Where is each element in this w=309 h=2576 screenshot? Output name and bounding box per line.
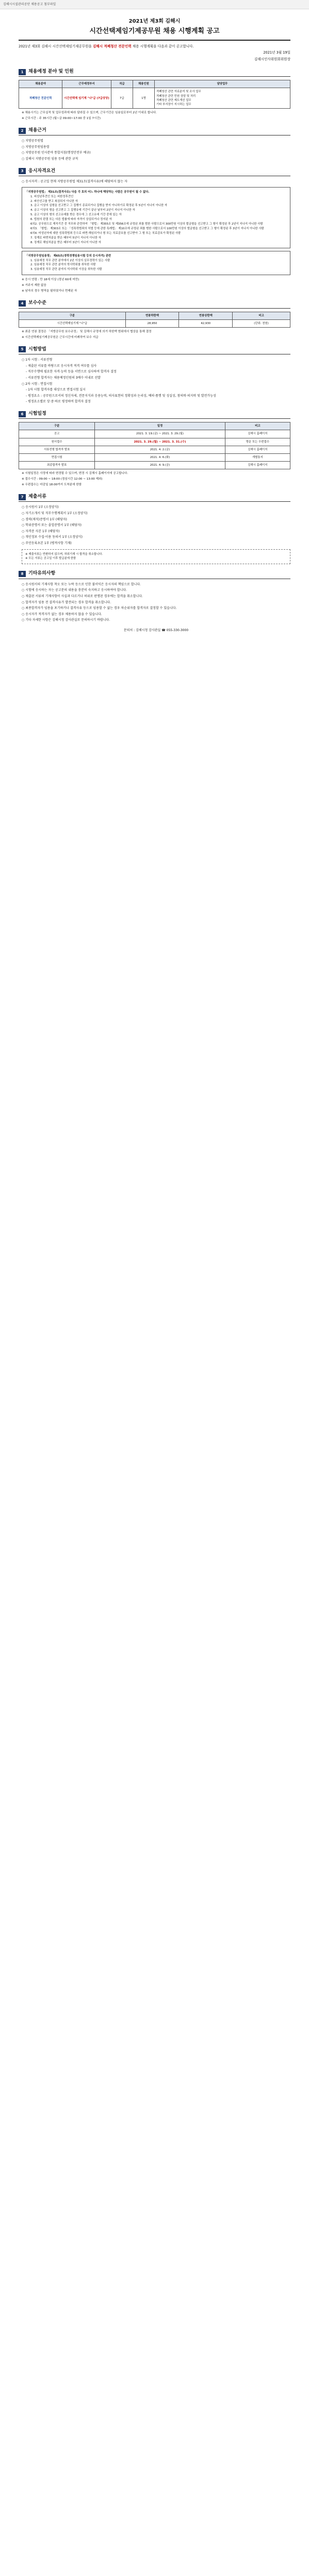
table-cell: (단위: 천원)	[233, 319, 290, 327]
col-header: 연봉하한액	[125, 312, 179, 319]
table-cell: 김해시 홈페이지	[225, 461, 290, 469]
schedule-note: ※ 시험일정은 사정에 따라 변경될 수 있으며, 변경 시 김해시 홈페이지에 공고합니다.	[22, 472, 128, 476]
section-4-number: 4	[19, 300, 26, 307]
legal-basis-item: ○ 지방공무원 인사분야 통합지침(행정안전부 예규)	[22, 151, 91, 155]
table1-note: ※ 근무시간 : 주 35시간 (월~금 09:00~17:00 중 1일 7시간)	[22, 116, 101, 120]
table-cell: 개별통지	[225, 453, 290, 461]
table1-note: ※ 채용시기는 근무실적 및 업무성과에 따라 달라질 수 있으며, 근무기간은 임용일로부터 2년 이내로 합니다.	[22, 111, 157, 114]
positions-table	[19, 80, 290, 109]
col-header: 비고	[233, 312, 290, 319]
list-item: - 직무수행에 필요한 자격·능력 등을 서면으로 심사하여 합격자 결정	[26, 370, 117, 374]
document-note: ※ 모든 서류는 공고일 이후 발급분에 한함	[25, 557, 76, 561]
list-item: 2. 파산선고를 받고 복권되지 아니한 자	[30, 199, 78, 203]
caution-item: ○ 시험에 응시하는 자는 공고문의 내용을 충분히 숙지하고 응시하여야 합니다.	[22, 588, 127, 592]
exam-stage-2: ○ 2차 시험 : 면접시험	[22, 382, 53, 386]
table-row	[19, 461, 290, 469]
salary-note: ※ 시간선택제임기제공무원은 근무시간에 비례하여 보수 지급	[22, 335, 99, 339]
table-cell: 방문 또는 우편접수	[225, 438, 290, 446]
section-8-heading	[19, 570, 290, 579]
col-header: 일정	[95, 422, 225, 430]
table-row	[19, 319, 290, 327]
section-1-number: 1	[19, 69, 26, 75]
table-row	[19, 88, 290, 108]
table-row	[19, 430, 290, 438]
box-title: 「지방공무원법」 제31조(결격사유) 다음 각 호의 어느 하나에 해당하는 사람은 공무원이 될 수 없다.	[25, 190, 150, 194]
table-cell: 2021. 3. 29.(월) ~ 2021. 3. 31.(수)	[95, 438, 225, 446]
list-item: 6의2. 공무원으로 재직기간 중 직무와 관련하여 「형법」 제355조 및 제356조에 규정된 죄를 범한 사람으로서 300만원 이상의 벌금형을 선고받고 그 형이 확정된 후 2년이 지나지 아니한 사람	[30, 223, 263, 226]
section-3-title: 응시자격요건	[28, 168, 56, 174]
section-7-number: 7	[19, 494, 26, 500]
list-item: - 1차 시험 합격자를 대상으로 면접시험 실시	[26, 388, 86, 392]
eligibility-note: ※ 응시 연령 : 만 18세 이상 (정년 60세 미만)	[22, 278, 79, 282]
section-4-heading	[19, 300, 290, 309]
box-title: 「지방공무원임용령」 제65조(경력경쟁임용시험 등의 응시자격) 관련	[25, 254, 111, 258]
table-cell: 42,930	[179, 319, 233, 327]
caution-item: ○ 최종합격자가 임용을 포기하거나 결격사유 등으로 임용할 수 없는 경우 차순위자를 합격자로 결정할 수 있습니다.	[22, 606, 177, 611]
document-item: ○ 경력(재직)증명서 1부 (해당자)	[22, 517, 67, 521]
section-2-number: 2	[19, 128, 26, 134]
table-cell: 공고	[19, 430, 95, 438]
table-cell: 2021. 4. 2.(금)	[95, 446, 225, 453]
positions-table-header	[19, 80, 290, 88]
legal-basis-item: ○ 지방공무원임용령	[22, 145, 50, 149]
caution-item: ○ 제출된 서류의 기재사항이 사실과 다르거나 허위로 판명된 경우에는 합격을 취소합니다.	[22, 595, 143, 598]
table-cell: 김해시 홈페이지	[225, 430, 290, 438]
salary-note: ※ 최종 연봉 결정은 「지방공무원 보수규정」 및 김해시 규정에 의거 하한액 범위에서 협상을 통해 결정	[22, 330, 152, 333]
section-1-title: 채용예정 분야 및 인원	[28, 69, 74, 74]
cell-dept: 시간선택제 임기제 "나"급 (7급상당)	[62, 88, 111, 108]
section-3-heading	[19, 168, 290, 177]
caution-item: ○ 응시원서의 기재사항 착오 또는 누락 등으로 인한 불이익은 응시자의 책임으로 합니다.	[22, 582, 141, 586]
exam-stage-1: ○ 1차 시험 : 서류전형	[22, 358, 53, 362]
intro-paragraph	[19, 44, 290, 49]
qualification-box	[22, 251, 290, 276]
duty-item: 기타 부서장이 지시하는 업무	[156, 103, 191, 106]
table-cell: 서류전형 합격자 발표	[19, 446, 95, 453]
cell-field: 적폐청산 전문인력	[19, 88, 62, 108]
table-cell: 원서접수	[19, 438, 95, 446]
col-header: 구분	[19, 422, 95, 430]
salary-table-header	[19, 312, 290, 319]
document-item: ○ 자기소개서 및 직무수행계획서 1부 (소정양식)	[22, 511, 88, 515]
table-cell: 김해시 홈페이지	[225, 446, 290, 453]
section-2-title: 채용근거	[28, 127, 46, 133]
eligibility-note: ※ 남자의 경우 병역을 필하였거나 면제된 자	[22, 290, 77, 293]
list-item: 4. 금고 이상의 형을 선고받고 그 집행유예 기간이 끝난 날부터 2년이 지나지 아니한 자	[30, 209, 135, 212]
list-item: 5. 금고 이상의 형의 선고유예를 받은 경우에 그 선고유예 기간 중에 있는 자	[30, 213, 122, 217]
cell-grade: 7급	[111, 88, 133, 108]
duty-item: 적폐청산 관련 민원 상담 및 처리	[156, 94, 196, 98]
section-3-number: 3	[19, 168, 26, 174]
list-item: 1. 피성년후견인 또는 피한정후견인	[30, 195, 74, 198]
cell-duties	[154, 88, 290, 108]
list-item: 3. 임용예정 직무 관련 분야의 석사학위 이상을 취득한 사람	[30, 268, 102, 272]
section-6-heading	[19, 411, 290, 419]
col-header: 채용분야	[19, 80, 62, 88]
title-block	[19, 18, 290, 37]
document-item: ○ 주민등록초본 1부 (병적사항 기재)	[22, 541, 72, 545]
col-header: 직급	[111, 80, 133, 88]
section-5-heading	[19, 346, 290, 355]
list-item: 2. 임용예정 직무 관련 분야의 학사학위를 취득한 사람	[30, 263, 96, 267]
list-item: 6. 법원의 판결 또는 다른 법률에 따라 자격이 상실되거나 정지된 자	[30, 218, 112, 222]
schedule-note: ※ 우편접수는 마감일 18:00까지 도착분에 한함	[22, 483, 82, 486]
document-item: ○ 자격증 사본 1부 (해당자)	[22, 529, 60, 533]
cell-count: 1명	[133, 88, 154, 108]
list-item: - 제출된 서류를 바탕으로 응시자격 적격 여부를 심사	[26, 364, 97, 368]
duty-item: 적폐청산 관련 자료분석 및 조사 업무	[156, 90, 201, 94]
table-row	[19, 453, 290, 461]
document-item: ○ 개인정보 수집·이용 동의서 1부 (소정양식)	[22, 535, 83, 539]
table-cell: 시간선택제임기제 "나"급	[19, 319, 126, 327]
list-item: 8. 징계로 해임처분을 받은 때부터 3년이 지나지 아니한 자	[30, 241, 101, 244]
table-row	[19, 438, 290, 446]
table-cell: 2021. 3. 19.(금) ~ 2021. 3. 29.(월)	[95, 430, 225, 438]
duty-item: 적폐청산 관련 제도개선 업무	[156, 98, 191, 102]
list-item: - 평정요소별로 상·중·하로 평정하여 합격자 결정	[26, 400, 91, 404]
eligibility-lead: ○ 응시자격 : 공고일 현재 지방공무원법 제31조(결격사유)에 해당하지 않는 자	[22, 180, 127, 184]
list-item: - 서류전형 합격자는 채용예정인원의 3배수 이내로 선발	[26, 376, 101, 380]
table-cell: 28,950	[125, 319, 179, 327]
title-line1: 2021년 제3회 김해시	[128, 19, 181, 24]
title-divider	[19, 40, 290, 41]
contact-info: 문의처 : 김해시청 감사관실 ☎ 055-330-3000	[123, 628, 189, 632]
announce-org: 김해시인사위원회위원장	[254, 57, 290, 61]
table-cell: 면접시험	[19, 453, 95, 461]
col-header: 채용인원	[133, 80, 154, 88]
list-item: - 평정요소 : 공무원으로서의 정신자세, 전문지식과 응용능력, 의사표현의 정확성과 논리성, 예의·품행 및 성실성, 창의력·의지력 및 발전가능성	[26, 394, 216, 398]
section-1-heading	[19, 69, 290, 77]
table-cell: 2021. 4. 6.(화)	[95, 453, 225, 461]
schedule-table-header	[19, 422, 290, 430]
intro-emphasis: 김해시 적폐청산 전문인력	[93, 44, 132, 48]
section-8-number: 8	[19, 571, 26, 577]
section-4-title: 보수수준	[28, 300, 46, 306]
section-2-heading	[19, 127, 290, 136]
section-5-number: 5	[19, 346, 26, 352]
list-item: 6의4. 미성년자에 대한 성폭력범죄 등으로 파면·해임되거나 형 또는 치료감호를 선고받아 그 형 또는 치료감호가 확정된 사람	[30, 231, 181, 235]
section-5-title: 시험방법	[28, 346, 46, 352]
disqualification-box	[22, 187, 290, 248]
table-row	[19, 446, 290, 453]
section-6-number: 6	[19, 411, 26, 417]
table-cell: 최종합격자 발표	[19, 461, 95, 469]
document-note: ※ 제출서류는 반환하지 않으며, 허위기재 시 합격을 취소합니다.	[25, 552, 103, 556]
page-title: 시간선택제임기제공무원 채용 시행계획 공고	[89, 27, 220, 35]
document-topbar: 김해시시설관리공단 채용공고 첨부파일	[0, 0, 309, 9]
documents-notes-box	[22, 549, 290, 565]
salary-table	[19, 312, 290, 328]
list-item: 1. 임용예정 직무 관련 분야에서 2년 이상의 실무경력이 있는 사람	[30, 259, 110, 262]
legal-basis-item: ○ 김해시 지방공무원 임용 등에 관한 규칙	[22, 157, 78, 161]
section-7-title: 제출서류	[28, 494, 46, 499]
eligibility-note: ※ 거주지 제한 없음	[22, 284, 46, 287]
caution-item: ○ 응시자가 적격자가 없는 경우 채용하지 않을 수 있습니다.	[22, 612, 102, 616]
section-6-title: 시험일정	[28, 411, 46, 416]
table-cell: 2021. 4. 9.(금)	[95, 461, 225, 469]
list-item: 3. 금고 이상의 실형을 선고받고 그 집행이 종료되거나 집행을 받지 아니하기로 확정된 후 5년이 지나지 아니한 자	[30, 204, 168, 208]
col-header: 비고	[225, 422, 290, 430]
col-header: 근무예정부서	[62, 80, 111, 88]
section-7-heading	[19, 494, 290, 502]
caution-item: ○ 기타 자세한 사항은 김해시청 감사관실로 문의하시기 바랍니다.	[22, 618, 110, 622]
document-item: ○ 학위증명서 또는 졸업증명서 1부 (해당자)	[22, 523, 82, 528]
section-8-title: 기타유의사항	[28, 571, 56, 577]
document-body	[0, 9, 309, 633]
caution-item: ○ 합격자가 임용 전 결격사유가 발견되는 경우 합격을 취소합니다.	[22, 600, 111, 604]
col-header: 담당업무	[154, 80, 290, 88]
list-item: 7. 징계로 파면처분을 받은 때부터 5년이 지나지 아니한 자	[30, 236, 101, 240]
schedule-note: ※ 접수시간 : 09:00 ~ 18:00 (점심시간 12:00 ~ 13:00 제외)	[22, 477, 103, 481]
list-item: 6의3. 「형법」 제303조 또는 「성폭력범죄의 처벌 등에 관한 특례법」 제10조에 규정된 죄를 범한 사람으로서 100만원 이상의 벌금형을 선고받고 그 형이 확정된 후 3년이 지나지 아니한 사람	[30, 227, 264, 230]
col-header: 연봉상한액	[179, 312, 233, 319]
document-item: ○ 응시원서 1부 (소정양식)	[22, 505, 59, 510]
legal-basis-item: ○ 지방공무원법	[22, 139, 43, 143]
schedule-table	[19, 422, 290, 469]
announce-date: 2021년 3월 19일	[263, 50, 290, 55]
intro-text-2: 채용 시행계획을 다음과 같이 공고합니다.	[132, 44, 194, 48]
intro-text-1: 2021년 제3회 김해시 시간선택제임기제공무원을	[19, 44, 92, 48]
col-header: 구분	[19, 312, 126, 319]
